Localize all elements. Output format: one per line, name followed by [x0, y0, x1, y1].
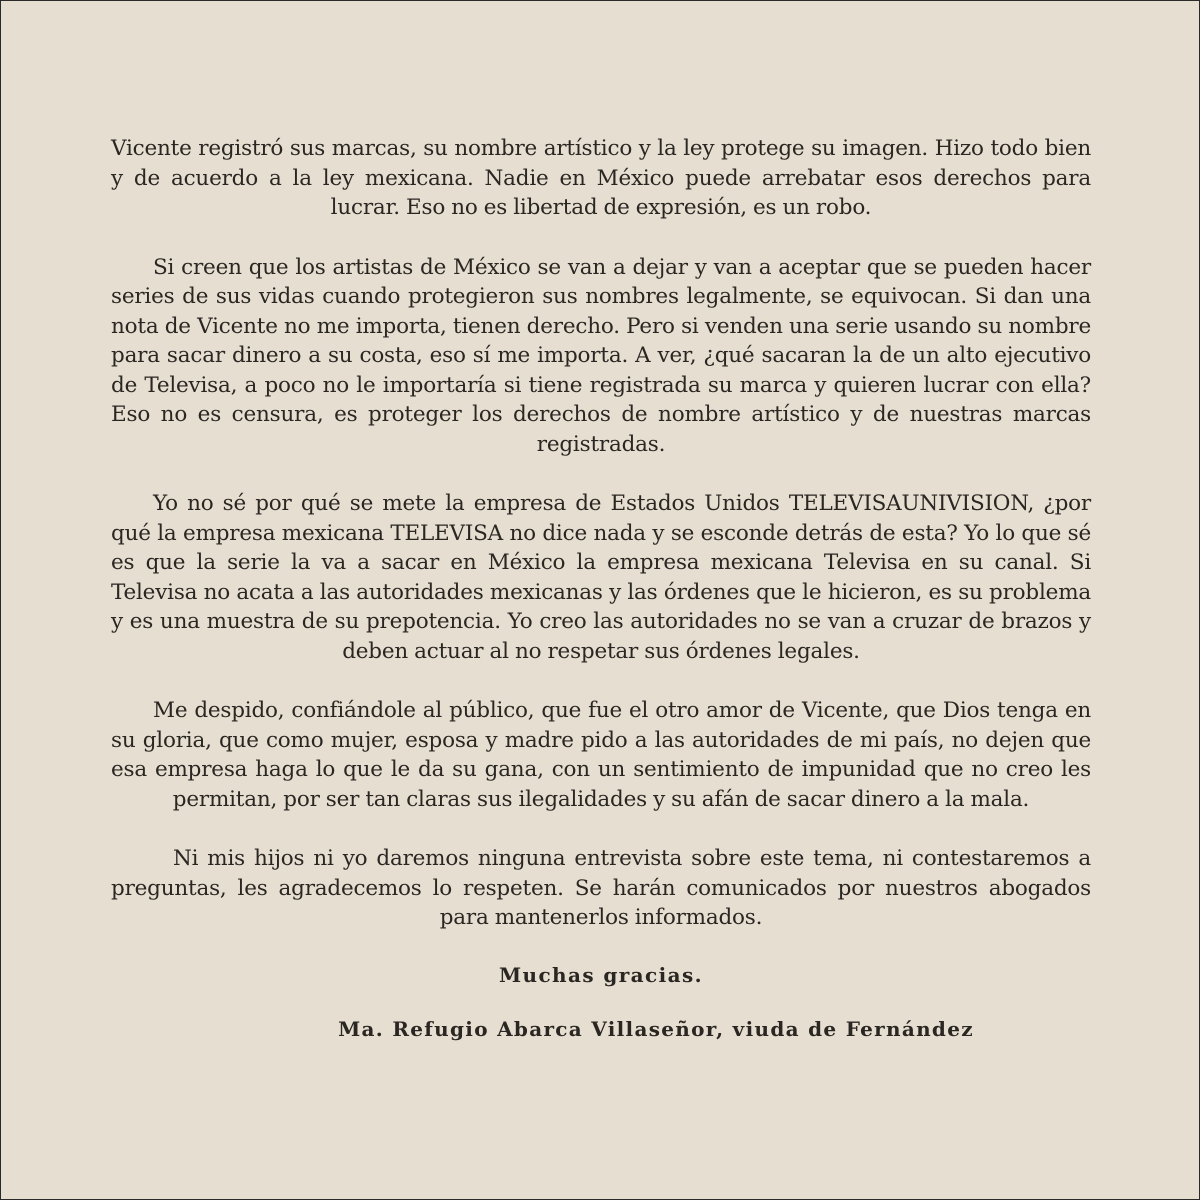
paragraph-gap: [111, 933, 1091, 963]
signature: Ma. Refugio Abarca Villaseñor, viuda de Fernández: [338, 1016, 974, 1041]
paragraph-no-interviews: Ni mis hijos ni yo daremos ninguna entrevista sobre este tema, ni contestaremos a preguntas, les agradecemos lo respeten. Se harán comunicados por nuestros abogados para mantenerlos informados.: [111, 846, 1091, 930]
paragraph-artists-series: Si creen que los artistas de México se van a dejar y van a aceptar que se pueden hacer series de sus vidas cuando protegieron sus nombres legalmente, se equivocan. Si dan una nota de Vicente no me importa, tienen derecho. Pero si venden una serie usando su nombre para sacar dinero a su costa, eso sí me importa. A ver, ¿qué sacaran la de un alto ejecutivo de Televisa, a poco no le importaría si tiene registrada su marca y quieren lucrar con ella? Eso no es censura, es proteger los derechos de nombre artístico y de nuestras marcas registradas.: [111, 254, 1091, 457]
paragraph-gap: [111, 459, 1091, 489]
paragraph-gap: [111, 223, 1091, 253]
paragraph-farewell: Me despido, confiándole al público, que fue el otro amor de Vicente, que Dios tenga en su gloria, que como mujer, esposa y madre pido a las autoridades de mi país, no dejen que esa empresa haga lo que le da su gana, con un sentimiento de impunidad que no creo les permitan, por ser tan claras sus ilegalidades y su afán de sacar dinero a la mala.: [111, 698, 1091, 812]
paragraph-gap: [111, 666, 1091, 696]
paragraph-gap: [111, 814, 1091, 844]
statement-letter: [111, 134, 1091, 1041]
paragraph-televisa: Yo no sé por qué se mete la empresa de Estados Unidos TELEVISAUNIVISION, ¿por qué la empresa mexicana TELEVISA no dice nada y se esconde detrás de esta? Yo lo que sé es que la serie la va a sacar en México la empresa mexicana Televisa en su canal. Si Televisa no acata a las autoridades mexicanas y las órdenes que le hicieron, es su problema y es una muestra de su prepotencia. Yo creo las autoridades no se van a cruzar de brazos y deben actuar al no respetar sus órdenes legales.: [111, 491, 1091, 664]
closing-thanks: Muchas gracias.: [498, 962, 704, 987]
paragraph-trademark-rights: Vicente registró sus marcas, su nombre artístico y la ley protege su imagen. Hizo todo bien y de acuerdo a la ley mexicana. Nadie en México puede arrebatar esos derechos para lucrar. Eso no es libertad de expresión, es un robo.: [111, 136, 1091, 220]
paragraph-gap: [111, 987, 1091, 1017]
